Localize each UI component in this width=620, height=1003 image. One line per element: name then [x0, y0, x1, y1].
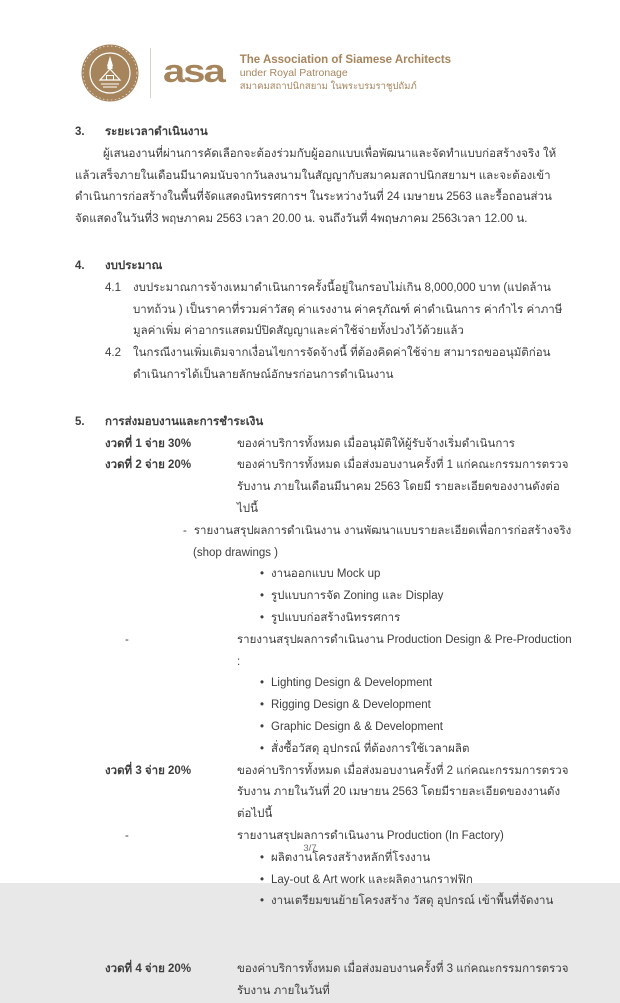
letterhead: [80, 42, 451, 104]
org-title-block: [240, 53, 451, 94]
report-factory-title: รายงานสรุปผลการดำเนินงาน Production (In Factory): [237, 829, 504, 842]
installment-3-desc-text: ของค่าบริการทั้งหมด เมื่อส่งมอบงานครั้งที่ 2 แก่คณะกรรมการตรวจรับงาน ภายในวันที่ 20 เมษายน 2563 โดยมีรายละเอียดของงานดังต่อไปนี้: [237, 764, 569, 821]
section-3-title: ระยะเวลาดำเนินงาน: [105, 126, 208, 138]
report-preproduction-title: รายงานสรุปผลการดำเนินงาน Production Design & Pre-Production :: [237, 633, 572, 668]
org-subtitle-en: under Royal Patronage: [239, 67, 348, 80]
installment-1-desc: ของค่าบริการทั้งหมด เมื่ออนุมัติให้ผู้รับจ้างเริ่มดำเนินการ: [237, 437, 515, 450]
installment-3-row: [0, 761, 620, 914]
preproduction-bullet-list: [260, 673, 572, 760]
installment-3-label: งวดที่ 3 จ่าย 20%: [105, 764, 192, 777]
bullet-item: • Rigging Design & Development: [260, 695, 572, 717]
report-shop-drawings-subtitle: (shop drawings ): [193, 546, 279, 559]
clause-4-1: [0, 278, 620, 343]
dash-marker: -: [183, 524, 187, 537]
installment-1-label: งวดที่ 1 จ่าย 30%: [105, 437, 192, 450]
bullet-item: • Lay-out & Art work และผลิตงานกราฟฟิก: [260, 870, 572, 892]
section-4-heading: [0, 256, 620, 278]
dash-marker: -: [125, 633, 129, 646]
asa-seal-icon: [80, 42, 140, 104]
installment-4-label: งวดที่ 4 จ่าย 20%: [105, 963, 192, 976]
section-4-number: 4.: [75, 259, 85, 272]
section-4-title: งบประมาณ: [105, 259, 163, 272]
page-number: 3/7: [303, 843, 317, 854]
bullet-item: • งานเตรียมขนย้ายโครงสร้าง วัสดุ อุปกรณ์ เข้าพื้นที่จัดงาน: [260, 891, 572, 913]
header-divider: [150, 48, 151, 98]
report-shop-drawings-title: รายงานสรุปผลการดำเนินงาน งานพัฒนาแบบรายละเอียดเพื่อการก่อสร้างจริง: [193, 524, 572, 537]
report-preproduction: [125, 630, 572, 674]
installment-2-row: [0, 455, 620, 760]
section-5-number: 5.: [75, 415, 85, 428]
clause-4-1-text: งบประมาณการจ้างเหมาดำเนินการครั้งนี้อยู่ในกรอบไม่เกิน 8,000,000 บาท (แปดล้านบาทถ้วน ) เป็นราคาที่รวมค่าวัสดุ ค่าแรงงาน ค่าครุภัณฑ์ ค่าดำเนินการ ค่ากำไร ค่าภาษีมูลค่าเพิ่ม ค่าอากรแสตมป์ปิดสัญญาและค่าใช้จ่ายทั้งปวงไว้ด้วยแล้ว: [133, 281, 563, 338]
org-name-th: สมาคมสถาปนิกสยาม ในพระบรมราชูปถัมภ์: [239, 81, 417, 93]
bullet-item: • ผลิตงานโครงสร้างหลักที่โรงงาน: [260, 848, 572, 870]
section-3-number: 3.: [75, 126, 85, 138]
clause-4-2-number: 4.2: [105, 347, 121, 360]
installment-4-row: [0, 959, 620, 1003]
section-3-heading: [0, 122, 620, 144]
bullet-item: • Graphic Design & & Development: [260, 717, 572, 739]
document-body: [0, 122, 620, 1003]
shop-drawings-bullet-list: [260, 564, 572, 629]
org-name-en: The Association of Siamese Architects: [239, 53, 452, 66]
bullet-item: • งานออกแบบ Mock up: [260, 564, 572, 586]
section-3-paragraph: ผู้เสนองานที่ผ่านการคัดเลือกจะต้องร่วมกับผู้ออกแบบเพื่อพัฒนาและจัดทำแบบก่อสร้างจริง ให้แล้วเสร็จภายในเดือนมีนาคมนับจากวันลงนามในสัญญากับสมาคมสถาปนิกสยามฯ และจะต้องเข้าดำเนินการก่อสร้างในพื้นที่จัดแสดงนิทรรศการฯ ในระหว่างวันที่ 24 เมษายน 2563 และรื้อถอนส่วนจัดแสดงในวันที่3 พฤษภาคม 2563 เวลา 20.00 น. จนถึงวันที่ 4พฤษภาคม 2563เวลา 12.00 น.: [75, 147, 557, 226]
clause-4-1-number: 4.1: [105, 281, 121, 294]
asa-logo: asa: [163, 53, 224, 90]
bullet-item: • รูปแบบการจัด Zoning และ Display: [260, 586, 572, 608]
installment-2-label: งวดที่ 2 จ่าย 20%: [105, 459, 192, 472]
bullet-item: • สั่งซื้อวัสดุ อุปกรณ์ ที่ต้องการใช้เวลาผลิต: [260, 739, 572, 761]
installment-1-row: [0, 434, 620, 456]
section-5-heading: [0, 412, 620, 434]
installment-2-desc-text: ของค่าบริการทั้งหมด เมื่อส่งมอบงานครั้งที่ 1 แก่คณะกรรมการตรวจรับงาน ภายในเดือนมีนาคม 2563 โดยมี รายละเอียดของงานดังต่อไปนี้: [237, 459, 569, 515]
factory-bullet-list: [260, 848, 572, 913]
clause-4-2-text: ในกรณีงานเพิ่มเติมจากเงื่อนไขการจัดจ้างนี้ ที่ต้องคิดค่าใช้จ่าย สามารถขออนุมัติก่อนดำเนินการได้เป็นลายลักษณ์อักษรก่อนการดำเนินงาน: [133, 347, 551, 381]
clause-4-2: [0, 343, 620, 387]
dash-marker: -: [125, 829, 129, 842]
installment-4-desc: ของค่าบริการทั้งหมด เมื่อส่งมอบงานครั้งที่ 3 แก่คณะกรรมการตรวจรับงาน ภายในวันที่: [237, 963, 569, 997]
section-5-title: การส่งมอบงานและการชำระเงิน: [105, 415, 264, 428]
bullet-item: • Lighting Design & Development: [260, 673, 572, 695]
bullet-item: • รูปแบบก่อสร้างนิทรรศการ: [260, 608, 572, 630]
report-shop-drawings: [183, 521, 572, 543]
